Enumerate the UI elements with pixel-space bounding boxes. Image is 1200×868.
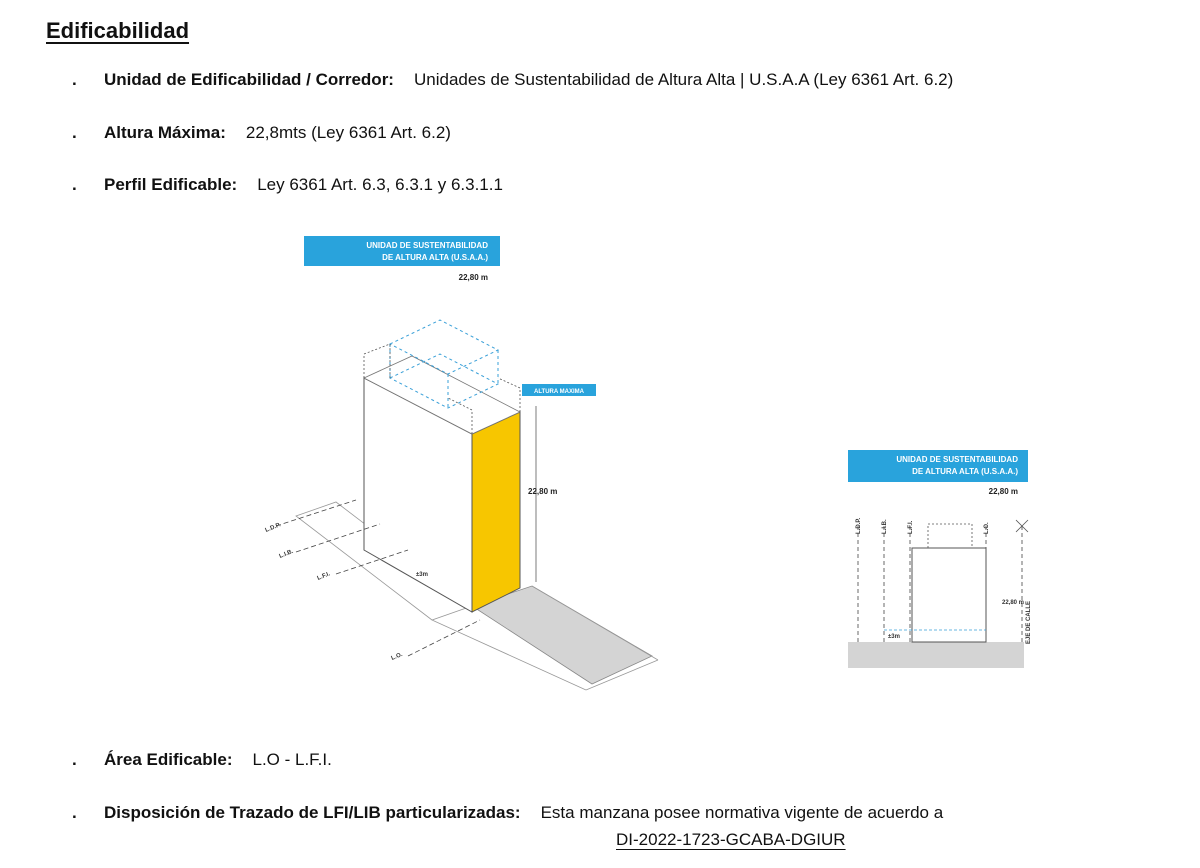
item-label: Altura Máxima: xyxy=(104,123,226,142)
height-top-label: 22,80 m xyxy=(988,487,1018,496)
item-value: 22,8mts (Ley 6361 Art. 6.2) xyxy=(245,123,451,142)
usaa-tag-line2: DE ALTURA ALTA (U.S.A.A.) xyxy=(382,253,488,262)
label-lo: L.O. xyxy=(390,651,404,662)
street-axis-label: EJE DE CALLE xyxy=(1026,600,1032,644)
facade-yellow xyxy=(472,412,520,612)
ground-sidewalk xyxy=(472,586,652,684)
bullet: . xyxy=(72,750,77,769)
ground-strip xyxy=(848,642,1024,668)
street-axis-icon xyxy=(1016,520,1028,532)
item-value: Esta manzana posee normativa vigente de acuerdo a xyxy=(540,803,944,822)
usaa-tag-line2: DE ALTURA ALTA (U.S.A.A.) xyxy=(912,467,1018,476)
label-lfi: L.F.I. xyxy=(316,571,332,582)
usaa-tag-line1: UNIDAD DE SUSTENTABILIDAD xyxy=(366,241,488,250)
label-ldp: L.D.P. xyxy=(856,517,862,534)
label-lib: L.I.B. xyxy=(882,519,888,534)
item-altura-maxima xyxy=(72,123,451,143)
item-label: Perfil Edificable: xyxy=(104,175,238,194)
altura-maxima-label: ALTURA MAXIMA xyxy=(534,389,584,395)
item-label: Disposición de Trazado de LFI/LIB particularizadas: xyxy=(104,803,521,822)
setback-profile xyxy=(928,524,972,548)
height-side-label: 22,80 m xyxy=(1002,600,1025,606)
label-lo: L.O. xyxy=(984,522,990,534)
item-label: Unidad de Edificabilidad / Corredor: xyxy=(104,70,394,89)
setback-label: ±3m xyxy=(416,572,428,578)
item-label: Área Edificable: xyxy=(104,750,233,769)
item-value: L.O - L.F.I. xyxy=(252,750,332,769)
item-disposicion-trazado xyxy=(72,803,943,823)
setback-label: ±3m xyxy=(888,634,900,640)
label-ldp: L.D.P. xyxy=(264,522,282,534)
item-area-edificable xyxy=(72,750,332,770)
label-lib: L.I.B. xyxy=(278,548,295,560)
section-heading: Edificabilidad xyxy=(46,18,190,43)
item-unidad-edificabilidad xyxy=(72,70,953,90)
usaa-tag-line1: UNIDAD DE SUSTENTABILIDAD xyxy=(896,455,1018,464)
bullet: . xyxy=(72,70,77,89)
item-perfil-edificable xyxy=(72,175,503,195)
bullet: . xyxy=(72,803,77,822)
item-value: Ley 6361 Art. 6.3, 6.3.1 y 6.3.1.1 xyxy=(257,175,503,194)
building-section xyxy=(912,548,986,642)
section-diagram xyxy=(840,444,1040,674)
item-value: Unidades de Sustentabilidad de Altura Alta | U.S.A.A (Ley 6361 Art. 6.2) xyxy=(413,70,954,89)
reference-link[interactable]: DI-2022-1723-GCABA-DGIUR xyxy=(616,830,846,849)
label-lfi: L.F.I. xyxy=(908,520,914,534)
height-top-label: 22,80 m xyxy=(458,273,488,282)
bullet: . xyxy=(72,123,77,142)
bullet: . xyxy=(72,175,77,194)
isometric-diagram xyxy=(240,228,670,698)
height-side-label: 22,80 m xyxy=(528,487,558,496)
